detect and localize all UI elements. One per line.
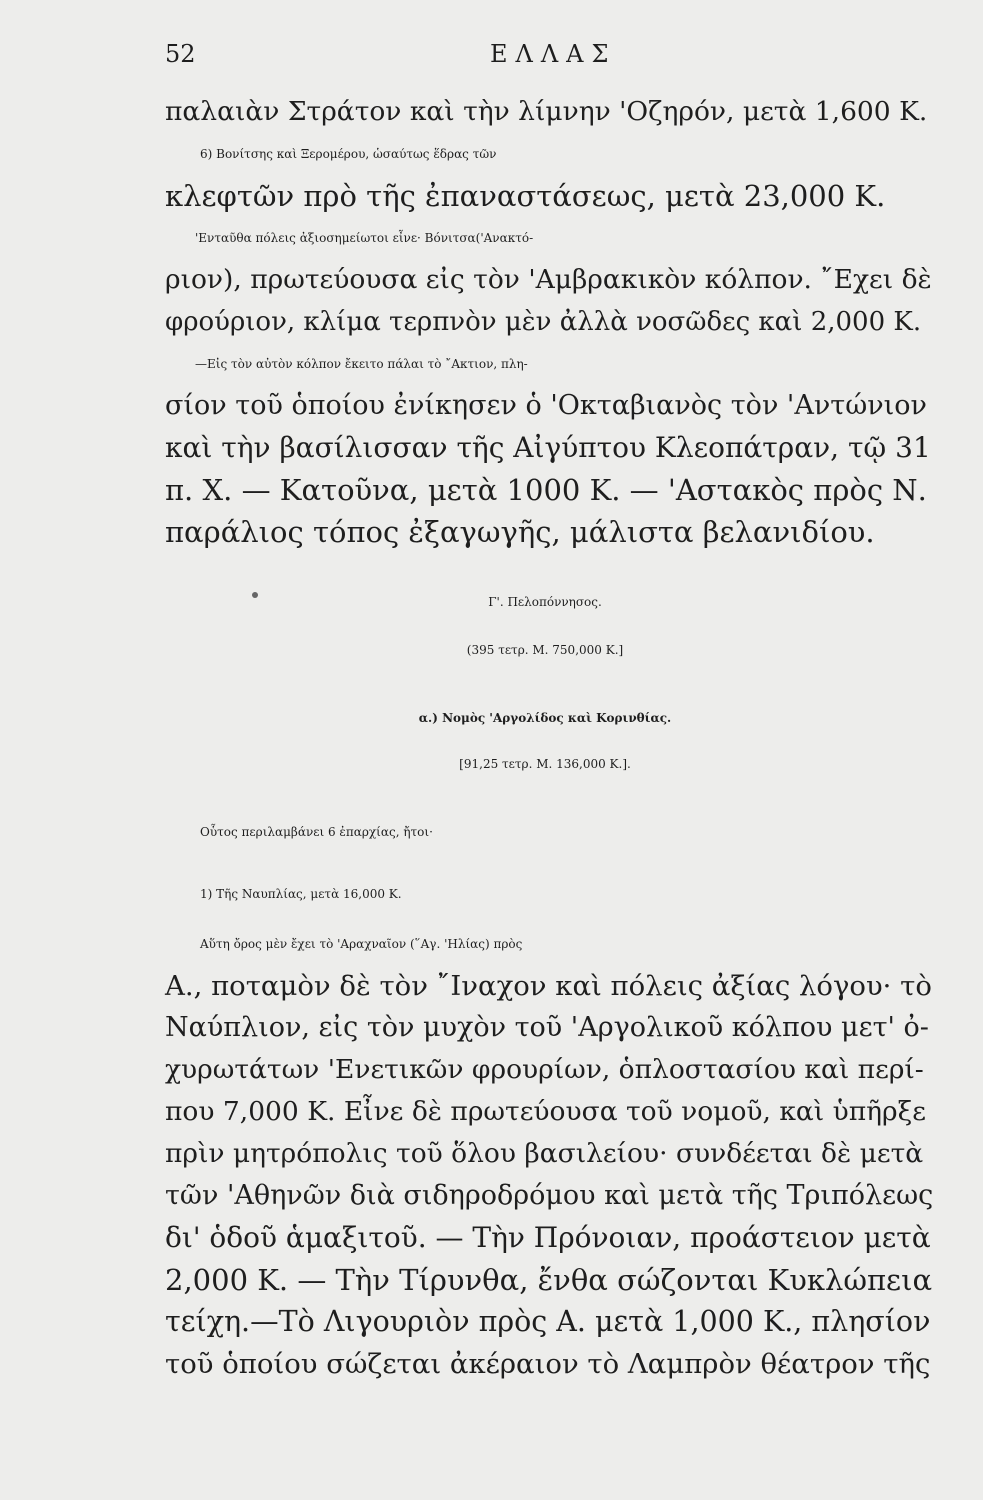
text-line: δι' ὁδοῦ ἁμαξιτοῦ. — Τὴν Πρόνοιαν, προάστειον μετὰ bbox=[165, 1221, 931, 1254]
text-line: 6) Βονίτσης καὶ Ξερομέρου, ὡσαύτως ἕδρας τῶν bbox=[200, 147, 497, 161]
subsection-stats: [91,25 τετρ. Μ. 136,000 Κ.]. bbox=[459, 757, 631, 771]
text-line: —Εἰς τὸν αὐτὸν κόλπον ἔκειτο πάλαι τὸ ῎Ακτιον, πλη- bbox=[195, 357, 528, 371]
text-line: κλεφτῶν πρὸ τῆς ἐπαναστάσεως, μετὰ 23,000 Κ. bbox=[165, 179, 886, 213]
text-line: που 7,000 Κ. Εἶνε δὲ πρωτεύουσα τοῦ νομοῦ, καὶ ὑπῆρξε bbox=[165, 1096, 926, 1127]
text-line: 'Ενταῦθα πόλεις ἀξιοσημείωτοι εἶνε· Βόνιτσα('Ανακτό- bbox=[195, 231, 534, 245]
section-stats: (395 τετρ. Μ. 750,000 Κ.] bbox=[466, 643, 624, 657]
text-line: Ναύπλιον, εἰς τὸν μυχὸν τοῦ 'Αργολικοῦ κόλπου μετ' ὀ- bbox=[165, 1012, 929, 1043]
page-header bbox=[165, 40, 925, 80]
text-line: χυρωτάτων 'Ενετικῶν φρουρίων, ὁπλοστασίου καὶ περί- bbox=[165, 1054, 924, 1085]
text-line: καὶ τὴν βασίλισσαν τῆς Αἰγύπτου Κλεοπάτραν, τῷ 31 bbox=[165, 431, 931, 464]
subsection-heading: α.) Νομὸς 'Αργολίδος καὶ Κορινθίας. bbox=[418, 711, 672, 725]
intro-line: Οὗτος περιλαμβάνει 6 ἐπαρχίας, ἤτοι· bbox=[200, 825, 433, 839]
list-item: 1) Τῆς Ναυπλίας, μετὰ 16,000 Κ. bbox=[200, 887, 402, 901]
text-line: παλαιὰν Στράτον καὶ τὴν λίμνην 'Οζηρόν, μετὰ 1,600 Κ. bbox=[165, 96, 928, 127]
text-line: π. Χ. — Κατοῦνα, μετὰ 1000 Κ. — 'Αστακὸς πρὸς Ν. bbox=[165, 473, 927, 507]
text-line: φρούριον, κλίμα τερπνὸν μὲν ἀλλὰ νοσῶδες καὶ 2,000 Κ. bbox=[165, 307, 922, 337]
text-line: τοῦ ὁποίου σώζεται ἀκέραιον τὸ Λαμπρὸν θέατρον τῆς bbox=[165, 1348, 931, 1380]
text-line: παράλιος τόπος ἐξαγωγῆς, μάλιστα βελανιδίου. bbox=[165, 515, 875, 549]
section-heading: Γ'. Πελοπόννησος. bbox=[488, 595, 602, 609]
running-title: ΕΛΛΑΣ bbox=[490, 40, 617, 68]
text-line: ριον), πρωτεύουσα εἰς τὸν 'Αμβρακικὸν κόλπον. ῎Εχει δὲ bbox=[165, 264, 932, 295]
text-line: σίον τοῦ ὁποίου ἐνίκησεν ὁ 'Οκταβιανὸς τὸν 'Αντώνιον bbox=[165, 390, 927, 421]
page-number: 52 bbox=[165, 40, 196, 68]
text-line: πρὶν μητρόπολις τοῦ ὅλου βασιλείου· συνδέεται δὲ μετὰ bbox=[165, 1138, 924, 1169]
text-line: Α., ποταμὸν δὲ τὸν ῎Ιναχον καὶ πόλεις ἀξίας λόγου· τὸ bbox=[165, 970, 932, 1002]
text-line: τείχη.—Τὸ Λιγουριὸν πρὸς Α. μετὰ 1,000 Κ., πλησίον bbox=[165, 1305, 931, 1338]
text-line: τῶν 'Αθηνῶν διὰ σιδηροδρόμου καὶ μετὰ τῆς Τριπόλεως bbox=[165, 1180, 934, 1211]
text-line: 2,000 Κ. — Τὴν Τίρυνθα, ἔνθα σώζονται Κυκλώπεια bbox=[165, 1263, 933, 1297]
text-line: Αὕτη ὄρος μὲν ἔχει τὸ 'Αραχναῖον (῞Αγ. 'Ηλίας) πρὸς bbox=[200, 937, 523, 951]
